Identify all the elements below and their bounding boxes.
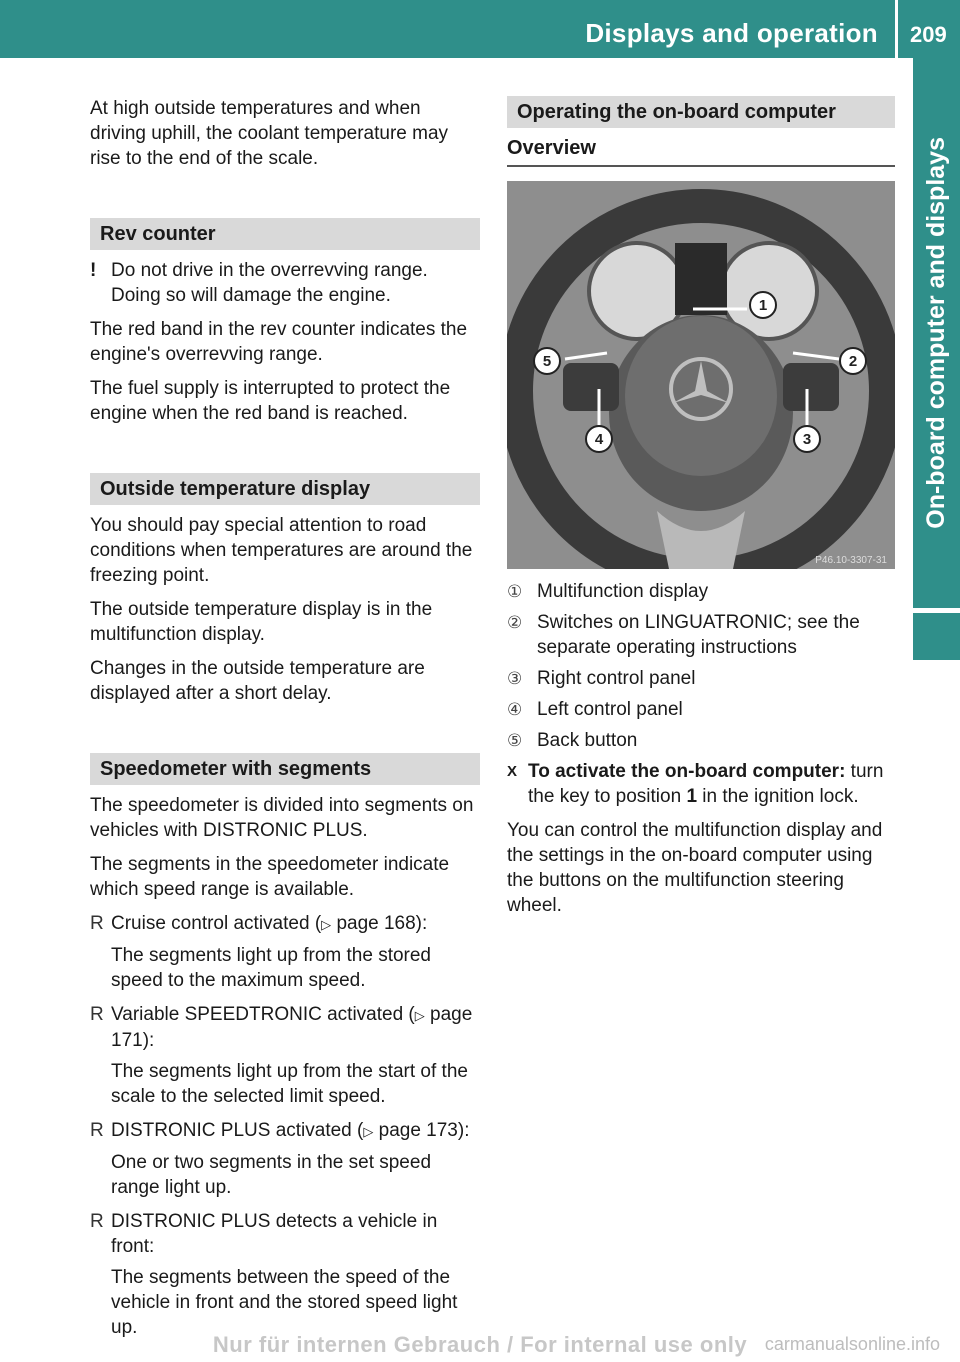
legend-text: Left control panel xyxy=(537,699,683,720)
side-tab-label: On-board computer and displays xyxy=(922,137,950,529)
callout-4: 4 xyxy=(594,431,604,448)
list-item xyxy=(90,1118,480,1144)
legend-text: Back button xyxy=(537,730,638,751)
bullet-icon: R xyxy=(90,1004,104,1025)
watermark: carmanualsonline.info xyxy=(764,1334,940,1354)
legend-number: ⑤ xyxy=(507,731,523,750)
legend-item xyxy=(507,666,895,691)
legend-number: ② xyxy=(507,613,523,632)
footer-notice: Nur für internen Gebrauch / For internal use only xyxy=(212,1332,748,1357)
left-column xyxy=(90,96,480,1349)
list-item xyxy=(90,1209,480,1259)
steering-wheel-figure xyxy=(507,181,895,569)
temp-paragraph-1: You should pay special attention to road conditions when temperatures are around the freezing point. xyxy=(90,515,473,586)
page-ref-icon: ▷ xyxy=(363,1124,374,1139)
list-item-text: Variable SPEEDTRONIC activated (▷ page 171): xyxy=(111,1004,473,1051)
page-link[interactable]: page 173): xyxy=(378,1120,470,1141)
legend-number: ③ xyxy=(507,669,523,688)
page-header xyxy=(0,0,960,58)
rev-paragraph-1: The red band in the rev counter indicates the engine's overrevving range. xyxy=(90,319,468,365)
callout-5: 5 xyxy=(542,353,552,370)
temp-paragraph-3: Changes in the outside temperature are displayed after a short delay. xyxy=(90,658,425,704)
list-item-detail: The segments light up from the start of the scale to the selected limit speed. xyxy=(111,1061,468,1107)
section-title: Displays and operation xyxy=(585,18,878,48)
warning-text: Do not drive in the overrevving range. Doing so will damage the engine. xyxy=(111,260,428,306)
steering-wheel-illustration xyxy=(507,181,895,569)
figure-code: P46.10-3307-31 xyxy=(815,555,887,566)
legend-text: Multifunction display xyxy=(537,581,709,602)
legend-number: ① xyxy=(507,582,523,601)
page-link[interactable]: page 168): xyxy=(336,913,428,934)
action-text: To activate the on-board computer: turn the key to position 1 in the ignition lock. xyxy=(528,761,884,807)
legend-item xyxy=(507,610,895,660)
spacer xyxy=(90,435,480,473)
intro-paragraph: At high outside temperatures and when driving uphill, the coolant temperature may rise to the end of the scale. xyxy=(90,98,449,169)
callout-3: 3 xyxy=(802,431,812,448)
spacer xyxy=(90,180,480,218)
legend-item xyxy=(507,579,895,604)
side-tab-label-wrap xyxy=(913,58,960,608)
spacer xyxy=(90,715,480,753)
temp-paragraph-2: The outside temperature display is in the multifunction display. xyxy=(90,599,433,645)
side-tab xyxy=(913,58,960,1298)
callout-2: 2 xyxy=(848,353,858,370)
list-item-detail: One or two segments in the set speed range light up. xyxy=(111,1152,432,1198)
heading-outside-temperature: Outside temperature display xyxy=(90,473,480,505)
action-arrow-icon: X xyxy=(507,763,518,780)
heading-operating-computer: Operating the on-board computer xyxy=(507,96,895,128)
page-ref-icon: ▷ xyxy=(414,1008,425,1023)
page-number: 209 xyxy=(910,22,947,47)
legend-number: ④ xyxy=(507,700,523,719)
warning-note xyxy=(90,258,480,308)
legend-item xyxy=(507,697,895,722)
bullet-icon: R xyxy=(90,913,104,934)
bullet-icon: R xyxy=(90,1211,104,1232)
list-item-detail: The segments light up from the stored speed to the maximum speed. xyxy=(111,945,431,991)
list-item xyxy=(90,911,480,937)
action-step xyxy=(507,759,895,809)
legend-text: Switches on LINGUATRONIC; see the separate operating instructions xyxy=(537,612,860,658)
right-column xyxy=(507,96,895,927)
overview-paragraph: You can control the multifunction display and the settings in the on-board computer using the buttons on the multifunction steering wheel. xyxy=(507,820,883,916)
list-item-detail: The segments between the speed of the vehicle in front and the stored speed light up. xyxy=(111,1267,458,1338)
legend-text: Right control panel xyxy=(537,668,696,689)
page-ref-icon: ▷ xyxy=(321,917,332,932)
callout-1: 1 xyxy=(758,297,768,314)
list-item-text: Cruise control activated (▷ page 168): xyxy=(111,913,428,934)
subheading-overview: Overview xyxy=(507,136,895,167)
speedo-paragraph-1: The speedometer is divided into segments on vehicles with DISTRONIC PLUS. xyxy=(90,795,474,841)
list-item-text: DISTRONIC PLUS detects a vehicle in front: xyxy=(111,1211,438,1257)
header-divider xyxy=(895,0,898,58)
speedo-paragraph-2: The segments in the speedometer indicate which speed range is available. xyxy=(90,854,450,900)
rev-paragraph-2: The fuel supply is interrupted to protect the engine when the red band is reached. xyxy=(90,378,451,424)
page-link[interactable]: page 171): xyxy=(111,1004,473,1051)
legend-item xyxy=(507,728,895,753)
list-item xyxy=(90,1002,480,1053)
warning-icon: ! xyxy=(90,260,97,281)
heading-rev-counter: Rev counter xyxy=(90,218,480,250)
list-item-text: DISTRONIC PLUS activated (▷ page 173): xyxy=(111,1120,470,1141)
side-tab-marker xyxy=(913,613,960,660)
heading-speedometer: Speedometer with segments xyxy=(90,753,480,785)
bullet-icon: R xyxy=(90,1120,104,1141)
